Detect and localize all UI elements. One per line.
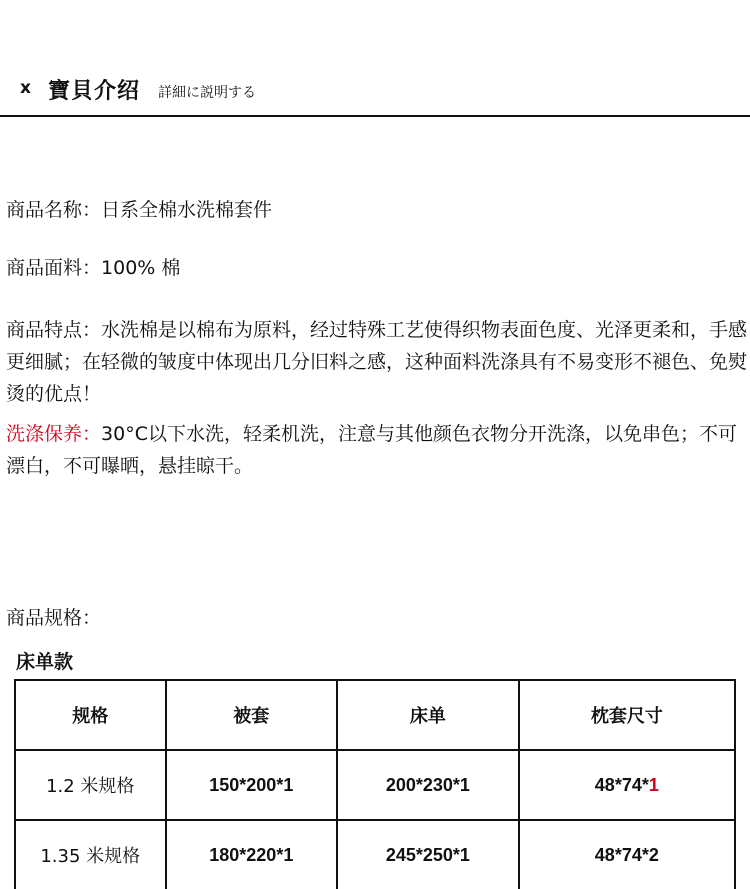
- row-pillow: [519, 820, 735, 889]
- product-features-value: 水洗棉是以棉布为原料，经过特殊工艺使得织物表面色度、光泽更柔和，手感更细腻；在轻微的皱度中体现出几分旧料之感，这种面料洗涤具有不易变形不褪色、免熨烫的优点！: [6, 319, 748, 405]
- table-header-row: [15, 680, 735, 750]
- product-material-label: 商品面料：: [6, 257, 102, 279]
- table-header-pillow: 枕套尺寸: [519, 680, 735, 750]
- product-name-value: 日系全棉水洗棉套件: [101, 199, 273, 221]
- specs-heading: 商品规格：: [6, 607, 102, 629]
- table-row: [15, 750, 735, 820]
- row-pillow-suffix: 1: [648, 774, 659, 795]
- table-header-size: 规格: [15, 680, 166, 750]
- row-pillow-prefix: 48*74*: [594, 774, 649, 795]
- page-header: [0, 66, 750, 116]
- header-divider: [0, 115, 750, 117]
- row-duvet: 180*220*1: [166, 820, 338, 889]
- product-care-label: 洗涤保养：: [6, 423, 102, 445]
- row-duvet: 150*200*1: [166, 750, 338, 820]
- header-title: 寶貝介绍: [48, 78, 141, 104]
- row-sheet: 245*250*1: [337, 820, 519, 889]
- row-pillow-prefix: 48*74*2: [594, 844, 659, 865]
- table-row: [15, 820, 735, 889]
- row-sheet: 200*230*1: [337, 750, 519, 820]
- row-size: 1.2 米规格: [15, 750, 166, 820]
- product-name-line: [6, 194, 748, 226]
- product-material-line: [6, 252, 748, 284]
- row-pillow: [519, 750, 735, 820]
- product-care-value: 30°C以下水洗，轻柔机洗，注意与其他颜色衣物分开洗涤，以免串色；不可漂白，不可曝晒，悬挂晾干。: [6, 423, 737, 477]
- product-features-paragraph: [6, 314, 748, 410]
- product-care-paragraph: [6, 418, 748, 482]
- product-material-value: 100% 棉: [101, 257, 181, 279]
- close-icon[interactable]: x: [20, 78, 31, 98]
- bedsheet-style-label: 床单款: [16, 651, 74, 673]
- header-subtitle: 詳細に説明する: [158, 85, 256, 101]
- table-header-sheet: 床单: [337, 680, 519, 750]
- product-name-label: 商品名称：: [6, 199, 102, 221]
- row-size: 1.35 米规格: [15, 820, 166, 889]
- table-header-duvet: 被套: [166, 680, 338, 750]
- product-features-label: 商品特点：: [6, 319, 102, 341]
